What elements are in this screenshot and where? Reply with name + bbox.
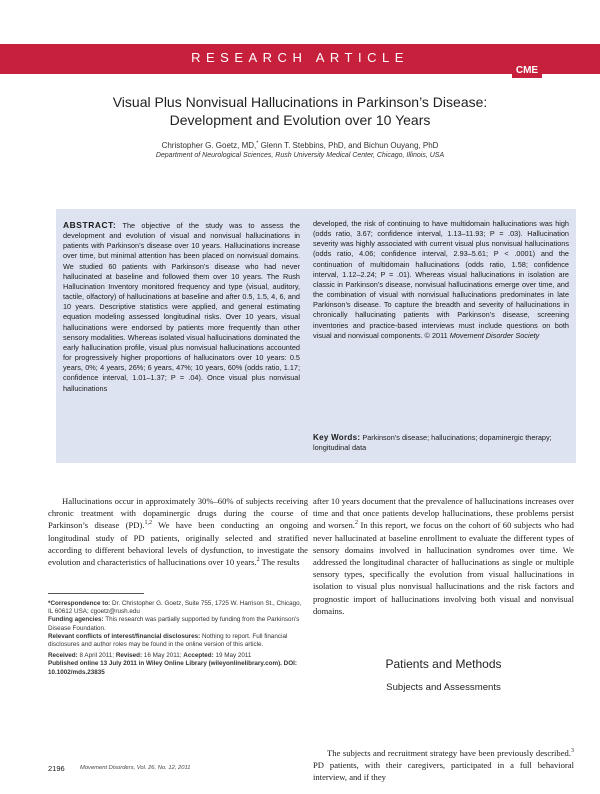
intro-paragraph-right [313, 495, 574, 617]
author-list [60, 141, 540, 150]
correspondence-note [48, 600, 306, 616]
intro-left-part-2: We have been conducting an ongoing longitudinal study of PD patients, originally selected and stratified according to different behavioral levels of dysfunction, to investigate the evolution and characteristics of hallucinations over 10 years. [48, 520, 308, 568]
revised-label: Revised: [115, 652, 143, 660]
abstract-left-column [63, 220, 300, 394]
authors-rest: Glenn T. Stebbins, PhD, and Bichun Ouyang, PhD [258, 141, 439, 150]
conflicts-note [48, 633, 306, 649]
accepted-value: 19 May 2011 [213, 652, 252, 660]
page-number: 2196 [48, 764, 65, 773]
title-line-2: Development and Evolution over 10 Years [169, 112, 431, 128]
keywords-heading: Key Words: [313, 433, 361, 442]
conflicts-label: Relevant conflicts of interest/financial disclosures: [48, 632, 201, 640]
citation[interactable]: 1,2 [144, 520, 152, 527]
abstract-right-text: developed, the risk of continuing to have multidomain hallucinations was high (odds ratio, 3.67; confidence interval, 1.13–11.93; P = .03). Hallucination severity was highly associated with current visual plus nonvisual hallucinations (odds ratio, 4.06; confidence interval, 2.93–5.61; P < .0001) and the continuation of multidomain hallucinations (odds ratio, 1.58; confidence interval, 1.12–2.24; P = .01). Whereas visual hallucinations in isolation are classic in Parkinson’s disease, nonvisual hallucinations emerge over time, and the combination of visual with nonvisual hallucinations predominates in late Parkinson’s disease. To capture the breadth and severity of hallucinations in chronically hallucinating patients with Parkinson’s disease, screening inventories and practice-based interviews must include questions on both visual and nonvisual components. © 2011 [313, 219, 569, 340]
intro-right-part-2: In this report, we focus on the cohort of 60 subjects who had never hallucinated at baseline enrollment to evaluate the different types of sensory domains involved in hallucination syndromes over time. We addressed the longitudinal character of hallucinations as single or multiple sensory types, specifically the evolution from visual hallucinations in isolation to visual plus nonvisual hallucinations and the risk factors and prognostic import of hallucinations involving both visual and nonvisual domains. [313, 520, 574, 616]
conflicts-text: Nothing to report. Full financial disclosures and author roles may be found in the online version of this article. [48, 632, 288, 649]
abstract-heading: ABSTRACT: [63, 220, 117, 230]
authors-first: Christopher G. Goetz, MD, [161, 141, 257, 150]
citation[interactable]: 2 [354, 520, 358, 527]
funding-label: Funding agencies: [48, 616, 104, 624]
history-note [48, 652, 306, 660]
keywords [313, 433, 569, 453]
funding-text: This research was partially supported by funding from the Parkinson’s Disease Foundation. [48, 616, 300, 632]
citation[interactable]: 3 [570, 748, 574, 755]
funding-note [48, 616, 306, 632]
subsection-heading: Subjects and Assessments [386, 682, 501, 693]
footnotes [48, 600, 306, 677]
cme-badge: CME [512, 63, 542, 78]
copyright-holder: Movement Disorder Society [449, 330, 540, 340]
affiliation: Department of Neurological Sciences, Rush University Medical Center, Chicago, Illinois, USA [155, 152, 445, 159]
article-title [60, 93, 540, 129]
received-label: Received: [48, 652, 78, 660]
accepted-label: Accepted: [183, 652, 214, 660]
abstract-left-text: The objective of the study was to assess the development and evolution of visual and nonvisual hallucinations in patients with Parkinson’s disease over 10 years. Hallucinations increase over time, but minimal attention has been placed on nonvisual domains. We studied 60 patients with Parkinson’s disease who had never hallucinated at baseline and followed them over 10 years. The Rush Hallucination Inventory monitored frequency and type (visual, auditory, tactile, olfactory) of hallucinations at baseline and after 0.5, 1.5, 4, 6, and 10 years. Descriptive statistics were applied, and general estimating equation modeling assessed longitudinal risks. Over 10 years, visual hallucinations were endorsed by patients more frequently than other sensory modalities. Whereas isolated visual hallucinations dominated the early hallucination profile, visual plus nonvisual hallucinations accounted for progressively higher proportions of hallucinators over 10 years: 0.5 years, 0%; 4 years, 26%; 6 years, 47%; 10 years, 60% (odds ratio, 1.17; confidence interval, 1.01–1.37; P = .04). Once visual plus nonvisual hallucinations [63, 221, 300, 393]
journal-reference: Movement Disorders, Vol. 26, No. 12, 2011 [80, 765, 191, 771]
citation[interactable]: 2 [256, 557, 260, 564]
methods-part-1: The subjects and recruitment strategy have been previously described. [327, 748, 571, 758]
banner-label: RESEARCH ARTICLE [191, 50, 409, 65]
intro-right-part-1: after 10 years document that the prevalence of hallucinations increases over time and that once patients develop hallucinations, these problems persist and worsen. [313, 496, 574, 531]
correspondence-text: Dr. Christopher G. Goetz, Suite 755, 1725 W. Harrison St., Chicago, IL 60612 USA; cgoetz@rush.edu [48, 600, 302, 616]
received-value: 8 April 2011; [77, 652, 116, 660]
keywords-text: Parkinson’s disease; hallucinations; dopaminergic therapy; longitudinal data [313, 433, 552, 453]
title-line-1: Visual Plus Nonvisual Hallucinations in Parkinson’s Disease: [112, 94, 488, 110]
footnote-rule [48, 593, 144, 594]
revised-value: 16 May 2011; [142, 652, 184, 660]
correspondence-label: *Correspondence to: [48, 600, 111, 607]
methods-part-2: PD patients, with their caregivers, participated in a full behavioral interview, and if they [313, 760, 574, 783]
abstract-right-column [313, 219, 569, 341]
intro-left-part-1: Hallucinations occur in approximately 30%–60% of subjects receiving chronic treatment with dopaminergic drugs during the course of Parkinson’s disease (PD). [48, 496, 308, 531]
intro-paragraph-left [48, 495, 308, 568]
correspondence-mark: * [256, 140, 259, 147]
intro-left-part-3: The results [259, 557, 300, 568]
methods-paragraph [313, 747, 574, 784]
section-heading: Patients and Methods [385, 657, 502, 671]
published-online-note[interactable]: Published online 13 July 2011 in Wiley Online Library (wileyonlinelibrary.com). DOI: 10.1002/mds.23835 [48, 660, 297, 676]
